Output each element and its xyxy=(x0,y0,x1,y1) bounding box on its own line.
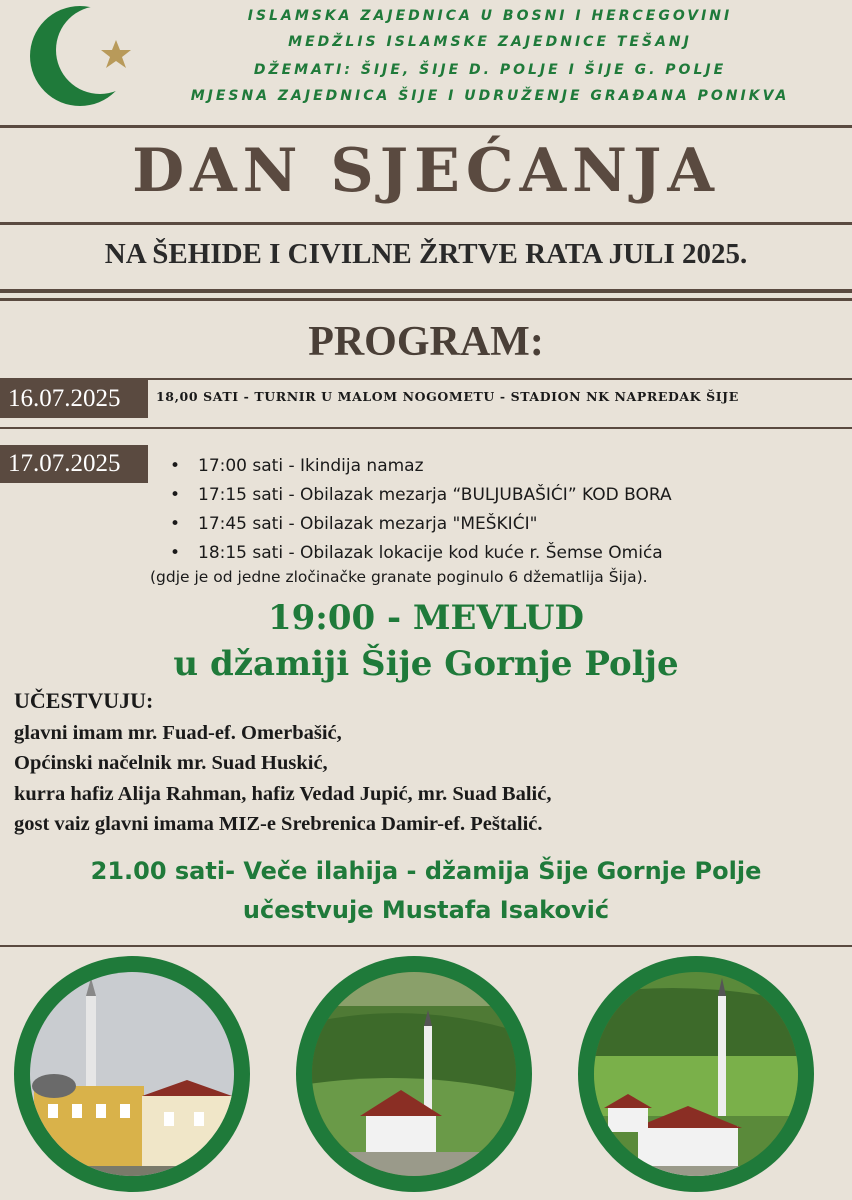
mosque-photo-2 xyxy=(296,956,532,1192)
mevlud-location: u džamiji Šije Gornje Polje xyxy=(173,644,679,684)
evening-line-1: 21.00 sati- Veče ilahija - džamija Šije Gornje Polje xyxy=(90,857,762,885)
divider xyxy=(0,289,852,293)
divider xyxy=(0,125,852,128)
mosque-photo-1 xyxy=(14,956,250,1192)
bullet-icon: • xyxy=(170,543,181,563)
divider xyxy=(0,298,852,301)
divider xyxy=(0,427,852,429)
bullet-icon: • xyxy=(170,514,181,534)
bullet-icon: • xyxy=(170,485,181,505)
mosque-photo-3 xyxy=(578,956,814,1192)
subtitle: NA ŠEHIDE I CIVILNE ŽRTVE RATA JULI 2025. xyxy=(104,238,748,270)
header-line-2: MEDŽLIS ISLAMSKE ZAJEDNICE TEŠANJ xyxy=(288,34,692,50)
participant-line: Općinski načelnik mr. Suad Huskić, xyxy=(14,752,328,774)
program-heading: PROGRAM: xyxy=(308,319,544,365)
schedule-list xyxy=(170,452,672,568)
list-item: • 17:00 sati - Ikindija namaz xyxy=(170,452,672,481)
divider xyxy=(0,945,852,947)
list-item: • 18:15 sati - Obilazak lokacije kod kuće r. Šemse Omića xyxy=(170,539,672,568)
schedule-note: (gdje je od jedne zločinačke granate poginulo 6 džematlija Šija). xyxy=(150,568,648,586)
list-item: • 17:45 sati - Obilazak mezarja "MEŠKIĆI" xyxy=(170,510,672,539)
bullet-icon: • xyxy=(170,456,181,476)
event-day1: 18,00 SATI - TURNIR U MALOM NOGOMETU - STADION NK NAPREDAK ŠIJE xyxy=(156,389,739,404)
participant-line: gost vaiz glavni imama MIZ-e Srebrenica Damir-ef. Peštalić. xyxy=(14,813,543,835)
participant-line: glavni imam mr. Fuad-ef. Omerbašić, xyxy=(14,722,342,744)
header-line-3: DŽEMATI: ŠIJE, ŠIJE D. POLJE I ŠIJE G. POLJE xyxy=(253,62,727,78)
date-badge-2: 17.07.2025 xyxy=(0,445,148,483)
header-line-1: ISLAMSKA ZAJEDNICA U BOSNI I HERCEGOVINI xyxy=(247,8,733,24)
mevlud-time: 19:00 - MEVLUD xyxy=(267,598,585,638)
evening-line-2: učestvuje Mustafa Isaković xyxy=(242,896,610,924)
divider xyxy=(0,222,852,225)
list-item: • 17:15 sati - Obilazak mezarja “BULJUBAŠIĆI” KOD BORA xyxy=(170,481,672,510)
participant-line: kurra hafiz Alija Rahman, hafiz Vedad Jupić, mr. Suad Balić, xyxy=(14,783,552,805)
date-badge-1: 16.07.2025 xyxy=(0,380,148,418)
header-line-4: MJESNA ZAJEDNICA ŠIJE I UDRUŽENJE GRAĐANA PONIKVA xyxy=(190,88,790,104)
page-title: DAN SJEĆANJA xyxy=(132,136,720,206)
crescent-star-logo-icon xyxy=(28,4,148,108)
participants-heading: UČESTVUJU: xyxy=(14,688,154,713)
